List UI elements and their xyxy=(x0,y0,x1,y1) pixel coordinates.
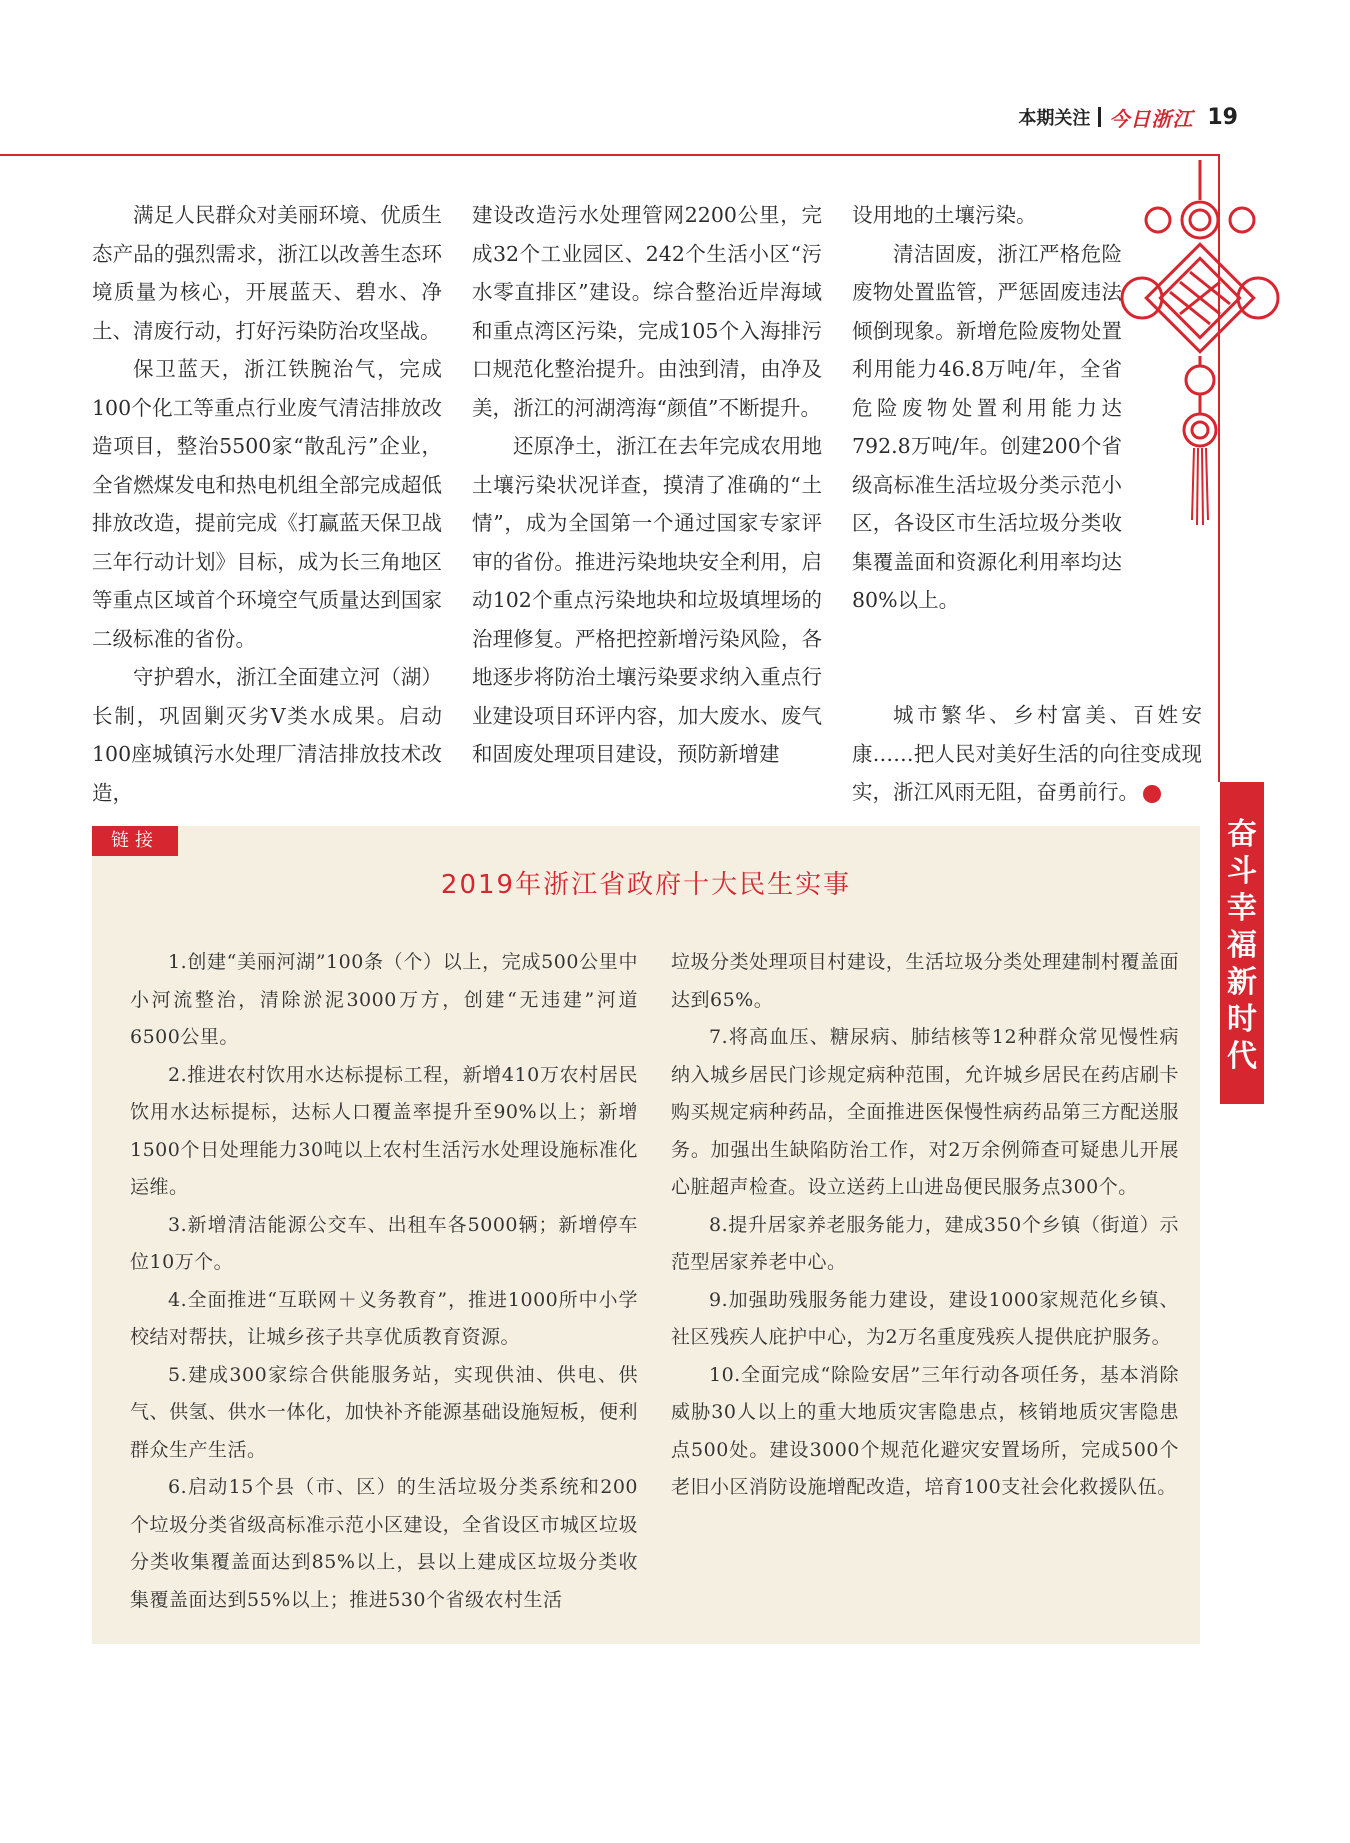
article-column-1 xyxy=(92,196,442,812)
link-tag: 链接 xyxy=(92,826,178,856)
paragraph: 清洁固废，浙江严格危险废物处置监管，严惩固废违法倾倒现象。新增危险废物处置利用能力46.8万吨/年，全省危险废物处置利用能力达792.8万吨/年。创建200个省级高标准生活垃圾分类示范小区，各设区市生活垃圾分类收集覆盖面和资源化利用率均达80%以上。 xyxy=(852,241,1122,612)
header-rule xyxy=(0,154,1220,156)
magazine-logo: 今日浙江 xyxy=(1109,106,1194,131)
list-item: 5.建成300家综合供能服务站，实现供油、供电、供气、供氢、供水一体化，加快补齐能源基础设施短板，便利群众生产生活。 xyxy=(130,1363,638,1461)
paragraph: 还原净土，浙江在去年完成农用地土壤污染状况详查，摸清了准确的“土情”，成为全国第一个通过国家专家评审的省份。推进污染地块安全利用，启动102个重点污染地块和垃圾填埋场的治理修复。严格把控新增污染风险，各地逐步将防治土壤污染要求纳入重点行业建设项目环评内容，加大废水、废气和固废处理项目建设，预防新增建 xyxy=(472,434,822,766)
end-mark-icon: 今 xyxy=(1143,785,1161,803)
sidebar-title: 2019年浙江省政府十大民生实事 xyxy=(440,870,852,900)
list-item: 垃圾分类处理项目村建设，生活垃圾分类处理建制村覆盖面达到65%。 xyxy=(671,951,1179,1011)
list-item: 9.加强助残服务能力建设，建设1000家规范化乡镇、社区残疾人庇护中心，为2万名重度残疾人提供庇护服务。 xyxy=(671,1288,1179,1348)
list-item: 10.全面完成“除险安居”三年行动各项任务，基本消除威胁30人以上的重大地质灾害隐患点，核销地质灾害隐患点500处。建设3000个规范化避灾安置场所，完成500个老旧小区消防设施增配改造，培育100支社会化救援队伍。 xyxy=(671,1363,1179,1498)
sidebar-column-2 xyxy=(671,944,1179,1507)
article-column-2 xyxy=(472,196,822,774)
paragraph: 保卫蓝天，浙江铁腕治气，完成100个化工等重点行业废气清洁排放改造项目，整治5500家“散乱污”企业，全省燃煤发电和热电机组全部完成超低排放改造，提前完成《打赢蓝天保卫战三年行动计划》目标，成为长三角地区等重点区域首个环境空气质量达到国家二级标准的省份。 xyxy=(92,357,442,651)
article-closing xyxy=(852,696,1202,812)
list-item: 8.提升居家养老服务能力，建成350个乡镇（街道）示范型居家养老中心。 xyxy=(671,1213,1179,1273)
sidebar-column-1 xyxy=(130,944,638,1619)
article-column-3 xyxy=(852,196,1122,620)
list-item: 7.将高血压、糖尿病、肺结核等12种群众常见慢性病纳入城乡居民门诊规定病种范围，允许城乡居民在药店刷卡购买规定病种药品，全面推进医保慢性病药品第三方配送服务。加强出生缺陷防治工作，对2万余例筛查可疑患儿开展心脏超声检查。设立送药上山进岛便民服务点300个。 xyxy=(671,1026,1179,1198)
page-number: 19 xyxy=(1207,104,1238,130)
chinese-knot-icon xyxy=(1120,160,1280,560)
paragraph: 建设改造污水处理管网2200公里，完成32个工业园区、242个生活小区“污水零直排区”建设。综合整治近岸海域和重点湾区污染，完成105个入海排污口规范化整治提升。由浊到清，由净及美，浙江的河湖湾海“颜值”不断提升。 xyxy=(472,203,822,420)
list-item: 3.新增清洁能源公交车、出租车各5000辆；新增停车位10万个。 xyxy=(130,1213,638,1273)
list-item: 2.推进农村饮用水达标提标工程，新增410万农村居民饮用水达标提标，达标人口覆盖率提升至90%以上；新增1500个日处理能力30吨以上农村生活污水处理设施标准化运维。 xyxy=(130,1063,638,1198)
list-item: 1.创建“美丽河湖”100条（个）以上，完成500公里中小河流整治，清除淤泥3000万方，创建“无违建”河道6500公里。 xyxy=(130,951,638,1048)
side-tab-label: 奋斗幸福新时代 xyxy=(1227,817,1257,1074)
section-label: 本期关注 xyxy=(1018,108,1091,129)
list-item: 6.启动15个县（市、区）的生活垃圾分类系统和200个垃圾分类省级高标准示范小区建设，全省设区市城区垃圾分类收集覆盖面达到85%以上，县以上建成区垃圾分类收集覆盖面达到55%以上；推进530个省级农村生活 xyxy=(130,1476,638,1611)
closing-text: 城市繁华、乡村富美、百姓安康……把人民对美好生活的向往变成现实，浙江风雨无阻，奋勇前行。 xyxy=(852,703,1202,804)
page-header xyxy=(1018,102,1238,132)
paragraph: 设用地的土壤污染。 xyxy=(852,203,1037,227)
section-side-tab xyxy=(1220,782,1264,1104)
header-divider xyxy=(1098,107,1101,127)
paragraph: 满足人民群众对美丽环境、优质生态产品的强烈需求，浙江以改善生态环境质量为核心，开展蓝天、碧水、净土、清废行动，打好污染防治攻坚战。 xyxy=(92,203,442,343)
list-item: 4.全面推进“互联网＋义务教育”，推进1000所中小学校结对帮扶，让城乡孩子共享优质教育资源。 xyxy=(130,1288,638,1348)
closing-paragraph xyxy=(852,696,1202,812)
paragraph: 守护碧水，浙江全面建立河（湖）长制，巩固剿灭劣Ⅴ类水成果。启动100座城镇污水处理厂清洁排放技术改造， xyxy=(92,665,442,805)
